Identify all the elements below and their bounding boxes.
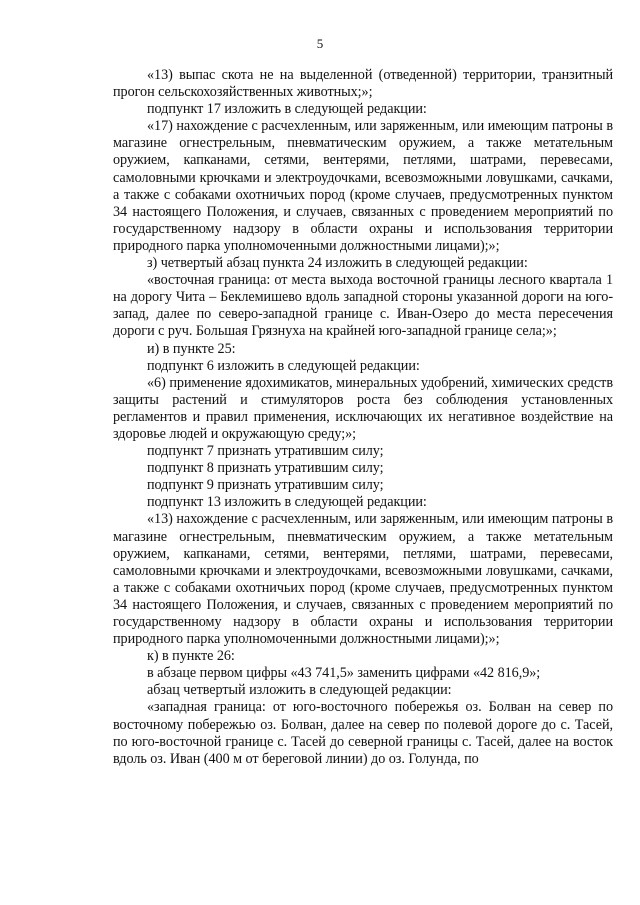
paragraph: подпункт 7 признать утратившим силу; <box>147 443 384 460</box>
paragraph: «западная граница: от юго-восточного побережья оз. Болван на север по восточному побережью оз. Болван, далее на север по полевой дороге до с. Тасей, по юго-восточной границе с. Тасей до северной границы с. Тасей, далее на восток вдоль оз. Иван (400 м от береговой линии) до оз. Голунда, по <box>113 699 613 767</box>
paragraph: абзац четвертый изложить в следующей редакции: <box>147 682 452 699</box>
document-body <box>113 67 613 768</box>
paragraph: в абзаце первом цифры «43 741,5» заменить цифрами «42 816,9»; <box>147 665 541 682</box>
paragraph: и) в пункте 25: <box>147 340 236 357</box>
paragraph: «6) применение ядохимикатов, минеральных удобрений, химических средств защиты растений и стимуляторов роста без соблюдения установленных регламентов и правил применения, исключающих их негативное воздействие на здоровье людей и окружающую среду;»; <box>113 374 613 442</box>
paragraph: «13) выпас скота не на выделенной (отведенной) территории, транзитный прогон сельскохозяйственных животных;»; <box>113 67 613 101</box>
paragraph: подпункт 17 изложить в следующей редакции: <box>147 101 427 118</box>
page-number: 5 <box>316 36 324 51</box>
paragraph: подпункт 9 признать утратившим силу; <box>147 477 384 494</box>
paragraph: подпункт 8 признать утратившим силу; <box>147 460 384 477</box>
paragraph: з) четвертый абзац пункта 24 изложить в следующей редакции: <box>147 255 528 272</box>
paragraph: «восточная граница: от места выхода восточной границы лесного квартала 1 на дорогу Чита – Беклемишево вдоль западной стороны указанной дороги на юго-запад, далее по северо-западной границе с. Иван-Озеро до места пересечения дороги с руч. Большая Грязнуха на крайней юго-западной границе села;»; <box>113 272 613 340</box>
paragraph: к) в пункте 26: <box>147 648 235 665</box>
paragraph: «17) нахождение с расчехленным, или заряженным, или имеющим патроны в магазине огнестрельным, пневматическим оружием, а также метательным оружием, капканами, сетями, вентерями, петлями, шатрами, перевесами, самоловными крючками и электроудочками, всевозможными ловушками, сачками, а также с собаками охотничьих пород (кроме случаев, предусмотренных пунктом 34 настоящего Положения, и случаев, связанных с проведением мероприятий по государственному надзору в области охраны и использования территории природного парка уполномоченными должностными лицами);»; <box>113 118 613 254</box>
paragraph: подпункт 6 изложить в следующей редакции: <box>147 357 420 374</box>
paragraph: подпункт 13 изложить в следующей редакции: <box>147 494 427 511</box>
paragraph: «13) нахождение с расчехленным, или заряженным, или имеющим патроны в магазине огнестрельным, пневматическим оружием, а также метательным оружием, капканами, сетями, вентерями, петлями, шатрами, перевесами, самоловными крючками и электроудочками, всевозможными ловушками, сачками, а также с собаками охотничьих пород (кроме случаев, предусмотренных пунктом 34 настоящего Положения, и случаев, связанных с проведением мероприятий по государственному надзору в области охраны и использования территории природного парка уполномоченными должностными лицами);»; <box>113 511 613 648</box>
